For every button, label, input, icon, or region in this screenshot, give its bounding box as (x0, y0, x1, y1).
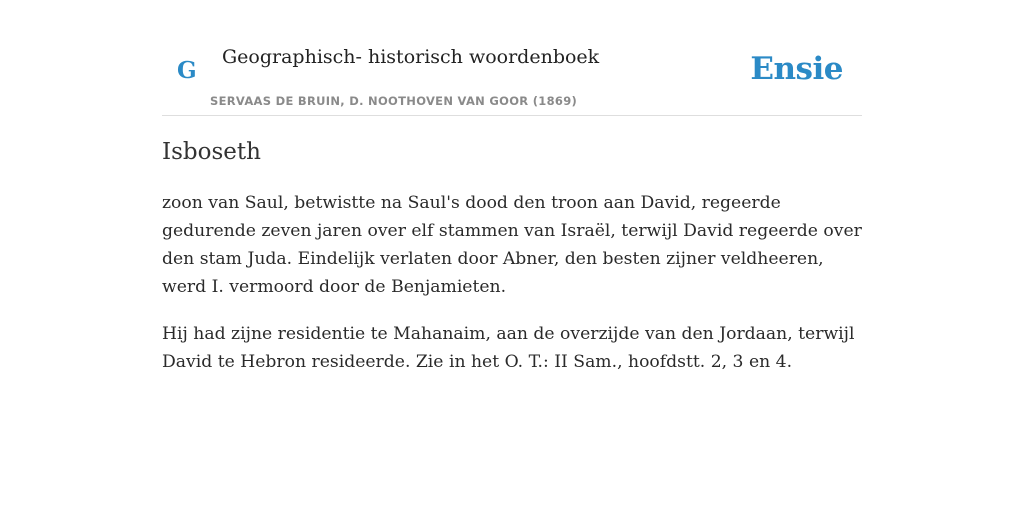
entry-body (162, 189, 862, 376)
book-title-link[interactable]: Geographisch- historisch woordenboek (222, 46, 600, 68)
ensie-logo-link[interactable]: Ensie (750, 51, 843, 87)
book-header (162, 44, 862, 116)
book-letter-badge[interactable]: G (177, 57, 197, 84)
entry-paragraph: zoon van Saul, betwistte na Saul's dood den troon aan David, regeerde gedurende zeven jaren over elf stammen van Israël, terwijl David regeerde over den stam Juda. Eindelijk verlaten door Abner, den besten zijner veldheeren, werd I. vermoord door de Benjamieten. (162, 193, 862, 297)
page (162, 0, 862, 376)
book-authors: SERVAAS DE BRUIN, D. NOOTHOVEN VAN GOOR (1869) (210, 94, 578, 108)
entry-paragraph: Hij had zijne residentie te Mahanaim, aan de overzijde van den Jordaan, terwijl David te Hebron resideerde. Zie in het O. T.: II Sam., hoofdstt. 2, 3 en 4. (162, 324, 855, 372)
entry-title: Isboseth (162, 139, 261, 165)
